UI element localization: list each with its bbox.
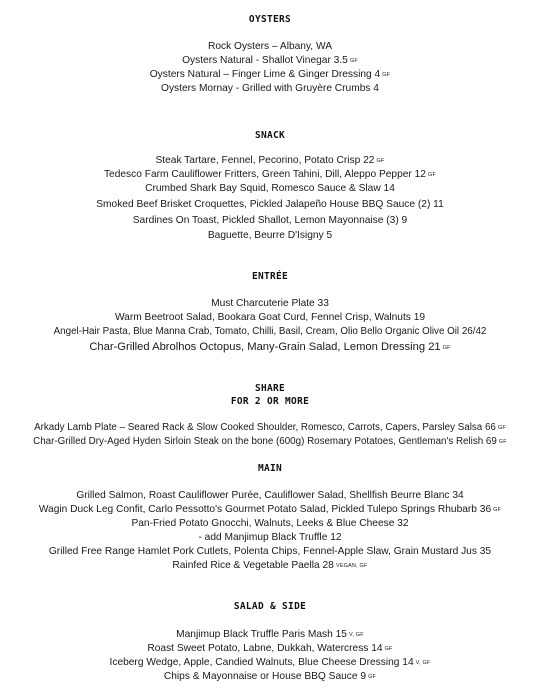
- menu-item: Sardines On Toast, Pickled Shallot, Lemon Mayonnaise (3) 9: [132, 215, 408, 226]
- menu-item: Tedesco Farm Cauliflower Fritters, Green Tahini, Dill, Aleppo Pepper 12 GF: [103, 169, 437, 180]
- dietary-tag: GF: [382, 72, 391, 78]
- menu-item: Must Charcuterie Plate 33: [211, 298, 329, 309]
- menu-item: Rock Oysters – Albany, WA: [208, 41, 332, 52]
- menu-item: - add Manjimup Black Truffle 12: [198, 532, 342, 543]
- menu-item: Oysters Natural - Shallot Vinegar 3.5 GF: [182, 55, 358, 66]
- menu-item: Grilled Salmon, Roast Cauliflower Purée, Cauliflower Salad, Shellfish Beurre Blanc 34: [76, 490, 464, 501]
- dietary-tag: GF: [442, 345, 451, 351]
- menu-item: Chips & Mayonnaise or House BBQ Sauce 9 GF: [163, 671, 377, 682]
- dietary-tag: V, GF: [348, 632, 364, 638]
- dietary-tag: GF: [376, 158, 385, 164]
- menu-item: Angel-Hair Pasta, Blue Manna Crab, Tomato, Chilli, Basil, Cream, Olio Bello Organic Olive Oil 26/42: [53, 326, 487, 337]
- dietary-tag: GF: [349, 58, 358, 64]
- dietary-tag: GF: [493, 507, 502, 513]
- menu-item: Iceberg Wedge, Apple, Candied Walnuts, Blue Cheese Dressing 14 V, GF: [109, 657, 431, 668]
- menu-item: Pan-Fried Potato Gnocchi, Walnuts, Leeks & Blue Cheese 32: [131, 518, 409, 529]
- menu-item: Char-Grilled Abrolhos Octopus, Many-Grain Salad, Lemon Dressing 21 GF: [89, 341, 451, 353]
- dietary-tag: GF: [368, 674, 377, 680]
- section-heading-main: MAIN: [257, 463, 283, 474]
- menu-item: Grilled Free Range Hamlet Pork Cutlets, Polenta Chips, Fennel-Apple Slaw, Grain Mustard Jus 35: [48, 546, 492, 557]
- section-heading-share: SHARE: [254, 383, 286, 394]
- menu-item: Roast Sweet Potato, Labne, Dukkah, Watercress 14 GF: [147, 643, 393, 654]
- menu-item: Smoked Beef Brisket Croquettes, Pickled Jalapeño House BBQ Sauce (2) 11: [96, 199, 444, 210]
- section-heading-oysters: OYSTERS: [248, 14, 292, 25]
- dietary-tag: GF: [384, 646, 393, 652]
- dietary-tag: GF: [498, 439, 507, 445]
- section-subheading-share: FOR 2 OR MORE: [230, 396, 310, 407]
- menu-item: Rainfed Rice & Vegetable Paella 28 VEGAN, GF: [172, 560, 368, 571]
- menu-item: Char-Grilled Dry-Aged Hyden Sirloin Steak on the bone (600g) Rosemary Potatoes, Gentleman's Relish 69 GF: [33, 436, 507, 447]
- menu-item: Crumbed Shark Bay Squid, Romesco Sauce & Slaw 14: [145, 183, 395, 194]
- section-heading-salad-side: SALAD & SIDE: [233, 601, 307, 612]
- menu-item: Warm Beetroot Salad, Bookara Goat Curd, Fennel Crisp, Walnuts 19: [114, 312, 426, 323]
- dietary-tag: VEGAN, GF: [335, 563, 368, 569]
- section-heading-entree: ENTRÉE: [251, 271, 289, 282]
- dietary-tag: V, GF: [415, 660, 431, 666]
- menu-item: Baguette, Beurre D'Isigny 5: [207, 230, 333, 241]
- menu-item: Wagin Duck Leg Confit, Carlo Pessotto's Gourmet Potato Salad, Pickled Tulepo Springs Rhubarb 36 GF: [38, 504, 502, 515]
- menu-item: Oysters Natural – Finger Lime & Ginger Dressing 4 GF: [149, 69, 391, 80]
- menu-item: Steak Tartare, Fennel, Pecorino, Potato Crisp 22 GF: [155, 155, 385, 166]
- menu-item: Manjimup Black Truffle Paris Mash 15 V, GF: [176, 629, 364, 640]
- dietary-tag: GF: [497, 425, 506, 431]
- section-heading-snack: SNACK: [254, 130, 286, 141]
- menu-item: Oysters Mornay - Grilled with Gruyère Crumbs 4: [161, 83, 379, 94]
- dietary-tag: GF: [427, 172, 437, 178]
- menu-item: Arkady Lamb Plate – Seared Rack & Slow Cooked Shoulder, Romesco, Carrots, Capers, Parsley Salsa 66 GF: [34, 422, 506, 433]
